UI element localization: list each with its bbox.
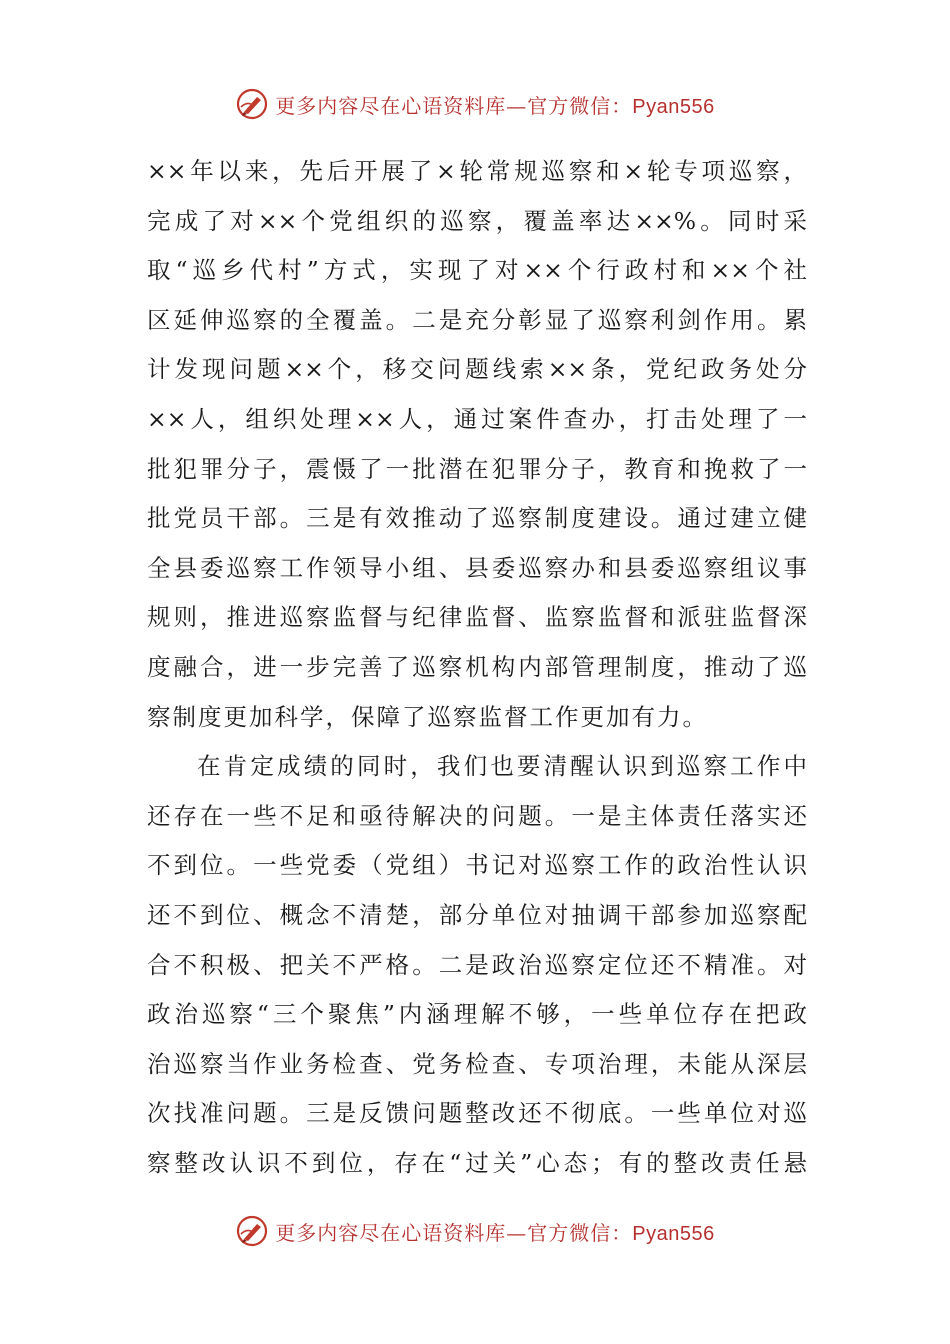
footer-wechat-label: 官方微信： bbox=[527, 1220, 633, 1245]
header-banner bbox=[0, 84, 950, 124]
body-line: 不到位。一些党委（党组）书记对巡察工作的政治性认识 bbox=[147, 851, 807, 880]
header-brand: 更多内容尽在心语资料库 bbox=[275, 93, 507, 118]
body-line: 治巡察当作业务检查、党务检查、专项治理，未能从深层 bbox=[147, 1049, 807, 1078]
body-line: 合不积极、把关不严格。二是政治巡察定位还不精准。对 bbox=[147, 950, 807, 979]
body-line: 区延伸巡察的全覆盖。二是充分彰显了巡察利剑作用。累 bbox=[147, 305, 807, 334]
body-line: 还存在一些不足和亟待解决的问题。一是主体责任落实还 bbox=[147, 801, 807, 830]
body-line: 政治巡察“三个聚焦”内涵理解不够，一些单位存在把政 bbox=[147, 1000, 807, 1029]
paragraph-start-line: 在肯定成绩的同时，我们也要清醒认识到巡察工作中 bbox=[197, 752, 807, 781]
body-line: 批党员干部。三是有效推动了巡察制度建设。通过建立健 bbox=[147, 504, 807, 533]
body-line: 全县委巡察工作领导小组、县委巡察办和县委巡察组议事 bbox=[147, 553, 807, 582]
header-wechat-label: 官方微信： bbox=[527, 93, 633, 118]
header-dash: — bbox=[506, 93, 528, 118]
body-line: 察制度更加科学，保障了巡察监督工作更加有力。 bbox=[147, 702, 708, 731]
body-line: 度融合，进一步完善了巡察机构内部管理制度，推动了巡 bbox=[147, 652, 807, 681]
header-text bbox=[275, 90, 714, 119]
body-line: 察整改认识不到位，存在“过关”心态；有的整改责任悬 bbox=[147, 1148, 807, 1177]
pen-logo-icon bbox=[235, 1214, 269, 1248]
footer-banner bbox=[0, 1211, 950, 1251]
body-line: 取“巡乡代村”方式，实现了对××个行政村和××个社 bbox=[147, 256, 807, 285]
body-line: ××人，组织处理××人，通过案件查办，打击处理了一 bbox=[147, 404, 807, 433]
pen-logo-icon bbox=[235, 87, 269, 121]
body-line: 次找准问题。三是反馈问题整改还不彻底。一些单位对巡 bbox=[147, 1099, 807, 1128]
body-line: 计发现问题××个，移交问题线索××条，党纪政务处分 bbox=[147, 355, 807, 384]
body-line: 规则，推进巡察监督与纪律监督、监察监督和派驻监督深 bbox=[147, 603, 807, 632]
document-body bbox=[147, 147, 807, 1188]
body-line: ××年以来，先后开展了×轮常规巡察和×轮专项巡察， bbox=[147, 157, 807, 185]
body-line: 批犯罪分子，震慑了一批潜在犯罪分子，教育和挽救了一 bbox=[147, 454, 807, 483]
footer-dash: — bbox=[506, 1220, 528, 1245]
footer-wechat-id: Pyan556 bbox=[632, 1222, 715, 1245]
body-line: 完成了对××个党组织的巡察，覆盖率达××%。同时采 bbox=[147, 206, 807, 235]
footer-brand: 更多内容尽在心语资料库 bbox=[275, 1220, 507, 1245]
body-line: 还不到位、概念不清楚，部分单位对抽调干部参加巡察配 bbox=[147, 900, 807, 929]
header-wechat-id: Pyan556 bbox=[632, 95, 715, 118]
footer-text bbox=[275, 1217, 714, 1246]
